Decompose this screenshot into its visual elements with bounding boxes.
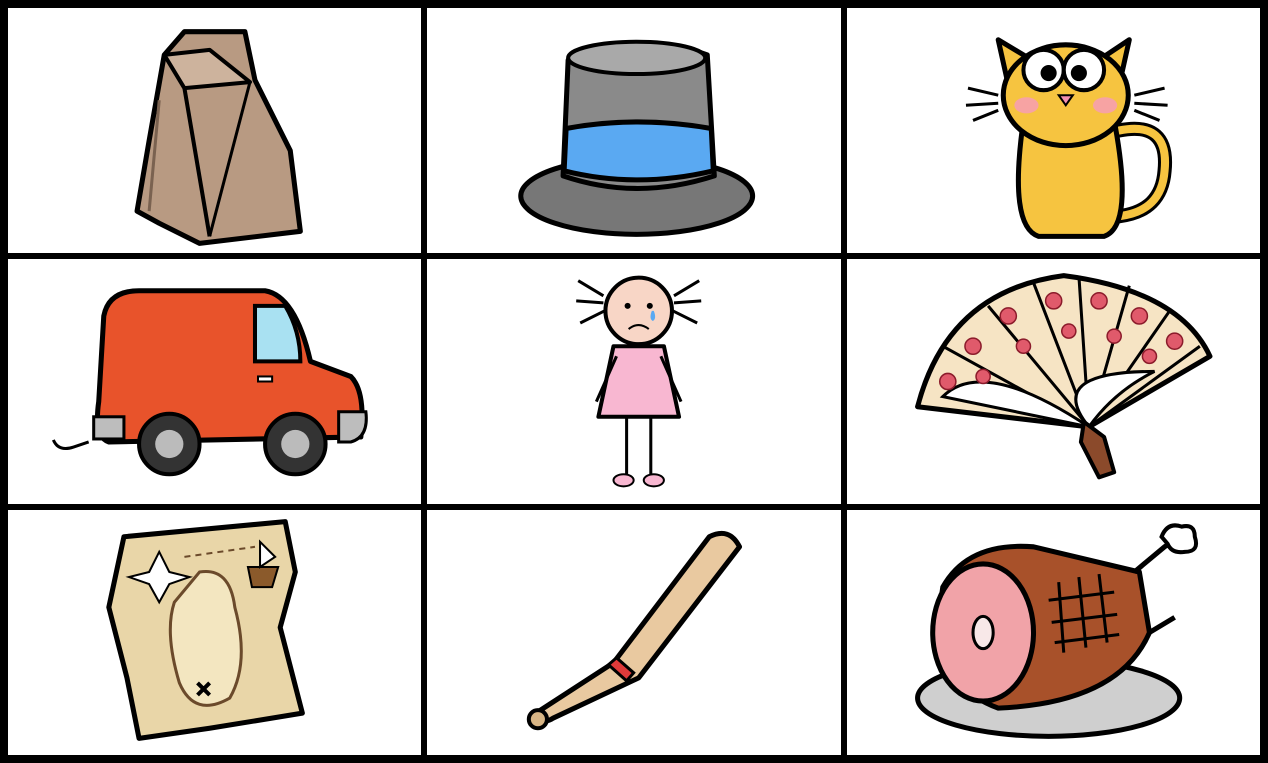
ham-icon (847, 510, 1260, 755)
top-hat-icon (427, 8, 840, 253)
card-bag (8, 8, 421, 253)
card-hat (427, 8, 840, 253)
treasure-map-icon (8, 510, 421, 755)
card-ham (847, 510, 1260, 755)
card-map (8, 510, 421, 755)
card-van (8, 259, 421, 504)
card-fan (847, 259, 1260, 504)
paper-bag-icon (8, 8, 421, 253)
sad-girl-icon (427, 259, 840, 504)
cat-icon (847, 8, 1260, 253)
card-girl (427, 259, 840, 504)
baseball-bat-icon (427, 510, 840, 755)
van-icon (8, 259, 421, 504)
card-bat (427, 510, 840, 755)
card-cat (847, 8, 1260, 253)
fan-icon (847, 259, 1260, 504)
